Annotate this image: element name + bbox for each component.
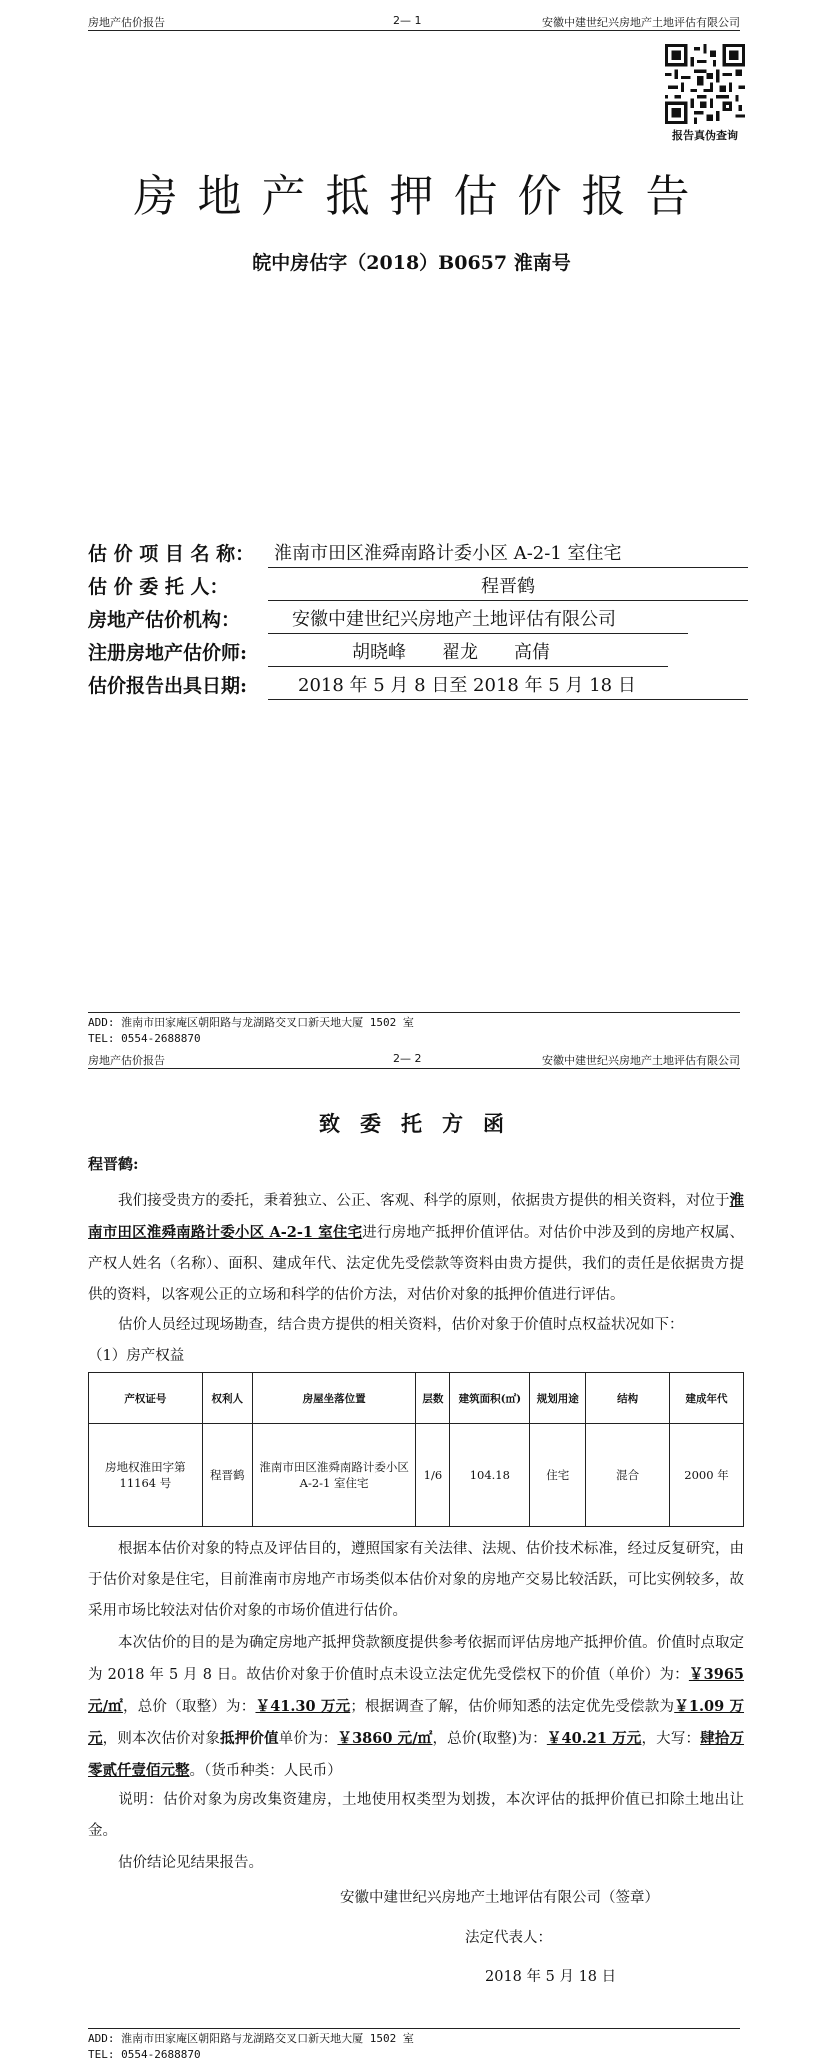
header-left: 房地产估价报告 [88,1054,165,1067]
page-footer [88,2028,740,2063]
table-cell: 住宅 [530,1424,586,1527]
paragraph-intro: 我们接受贵方的委托，秉着独立、公正、客观、科学的原则，依据贵方提供的相关资料，对位于淮南市田区淮舜南路计委小区 A-2-1 室住宅进行房地产抵押价值评估。对估价中涉及到的房地产权属、产权人姓名（名称）、面积、建成年代、法定优先受偿款等资料由贵方提供，我们的责任是依据贵方提供的资料，以客观公正的立场和科学的估价方法，对估价对象的抵押价值进行评估。 [88,1192,745,1303]
info-appraisers [88,637,748,667]
priority-claim-value: ￥1.09 万元 [88,1698,745,1747]
info-label: 注册房地产估价师: [88,642,248,664]
page-header [88,1050,740,1069]
table-header-row [89,1373,744,1424]
footer-phone: TEL: 0554-2688870 [88,2048,201,2061]
total-price-value: ￥41.30 万元 [255,1698,351,1715]
table-cell: 1/6 [416,1424,450,1527]
footer-address: ADD: 淮南市田家庵区朝阳路与龙湖路交叉口新天地大厦 1502 室 [88,1016,414,1029]
table-cell: 104.18 [450,1424,530,1527]
letter-salutation: 程晋鹤: [88,1155,139,1173]
paragraph-survey: 估价人员经过现场勘查，结合贵方提供的相关资料，估价对象于价值时点权益状况如下： [118,1317,684,1333]
page-footer [88,1012,740,1047]
signature-representative: 法定代表人： [465,1930,552,1946]
paragraph-conclusion: 估价结论见结果报告。 [118,1855,263,1871]
table-cell: 淮南市田区淮舜南路计委小区 A-2-1 室住宅 [252,1424,416,1527]
table-cell: 2000 年 [670,1424,744,1527]
mortgage-unit-price: ￥3860 元/㎡ [337,1730,433,1747]
header-page-number: 2— 2 [393,1052,422,1065]
qr-code-icon[interactable] [665,44,745,124]
property-rights-table [88,1372,744,1527]
info-issue-date [88,670,748,700]
table-header-cell: 产权证号 [89,1373,203,1424]
footer-address: ADD: 淮南市田家庵区朝阳路与龙湖路交叉口新天地大厦 1502 室 [88,2032,414,2045]
letter-page [0,1050,823,2072]
paragraph-valuation: 本次估价的目的是为确定房地产抵押贷款额度提供参考依据而评估房地产抵押价值。价值时点取定为 2018 年 5 月 8 日。故估价对象于价值时点未设立法定优先受偿权下的价值（单价）为：￥3965 元/㎡，总价（取整）为：￥41.30 万元；根据调查了解，估价师知悉的法定优先受偿款为￥1.09 万元，则本次估价对象抵押价值单价为：￥3860 元/㎡，总价(取整)为：￥40.21 万元，大写：肆拾万零贰仟壹佰元整。（货币种类：人民币） [88,1635,745,1779]
info-label: 估 价 项 目 名 称： [88,543,255,565]
info-value: 程晋鹤 [268,572,748,601]
info-value: 淮南市田区淮舜南路计委小区 A-2-1 室住宅 [268,539,748,568]
info-value: 安徽中建世纪兴房地产土地评估有限公司 [268,605,688,634]
table-header-cell: 规划用途 [530,1373,586,1424]
info-agency [88,604,748,634]
paragraph-rights-heading: （1）房产权益 [88,1348,185,1364]
table-header-cell: 房屋坐落位置 [252,1373,416,1424]
page-header [88,12,740,31]
info-value: 胡晓峰 翟龙 高倩 [268,638,668,667]
report-number: 皖中房估字（2018）B0657 淮南号 [252,252,571,274]
signature-company: 安徽中建世纪兴房地产土地评估有限公司（签章） [340,1890,659,1906]
info-value: 2018 年 5 月 8 日至 2018 年 5 月 18 日 [268,671,748,700]
paragraph-note: 说明：估价对象为房改集资建房，土地使用权类型为划拨，本次评估的抵押价值已扣除土地出让金。 [88,1792,744,1839]
header-company: 安徽中建世纪兴房地产土地评估有限公司 [542,16,740,29]
table-header-cell: 层数 [416,1373,450,1424]
info-label: 房地产估价机构： [88,609,241,631]
signature-date: 2018 年 5 月 18 日 [485,1969,617,1985]
qr-caption: 报告真伪查询 [672,129,738,142]
info-project-name [88,538,748,568]
table-cell: 程晋鹤 [202,1424,252,1527]
property-address: 淮南市田区淮舜南路计委小区 A-2-1 室住宅 [88,1192,744,1241]
mortgage-total-price: ￥40.21 万元 [546,1730,642,1747]
table-cell: 房地权淮田字第 11164 号 [89,1424,203,1527]
report-title: 房地产抵押估价报告 [133,171,710,222]
info-label: 估价报告出具日期: [88,675,248,697]
letter-title: 致委托方函 [319,1111,524,1136]
header-left: 房地产估价报告 [88,16,165,29]
table-header-cell: 结构 [586,1373,670,1424]
unit-price-value: ￥3965 元/㎡ [88,1666,744,1715]
paragraph-method: 根据本估价对象的特点及评估目的，遵照国家有关法律、法规、估价技术标准，经过反复研究，由于估价对象是住宅，目前淮南市房地产市场类似本估价对象的房地产交易比较活跃，可比实例较多，故采用市场比较法对估价对象的市场价值进行估价。 [88,1541,744,1619]
header-page-number: 2— 1 [393,14,422,27]
footer-phone: TEL: 0554-2688870 [88,1032,201,1045]
table-header-cell: 建筑面积(㎡) [450,1373,530,1424]
table-cell: 混合 [586,1424,670,1527]
header-company: 安徽中建世纪兴房地产土地评估有限公司 [542,1054,740,1067]
table-header-cell: 建成年代 [670,1373,744,1424]
mortgage-total-uppercase: 肆拾万零贰仟壹佰元整 [88,1730,745,1779]
table-header-cell: 权利人 [202,1373,252,1424]
info-label: 估 价 委 托 人： [88,576,229,598]
info-client [88,571,748,601]
table-row [89,1424,744,1527]
